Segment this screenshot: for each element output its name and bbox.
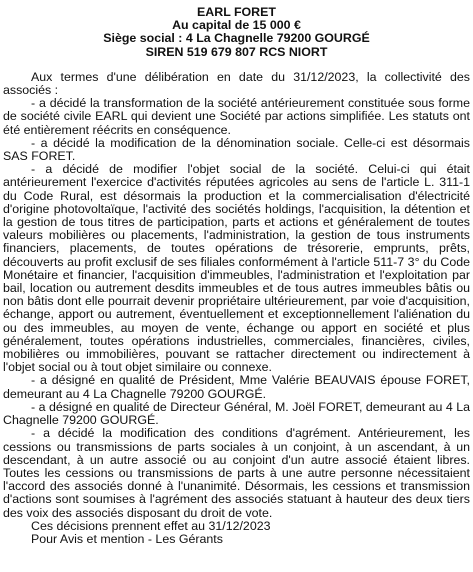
notice-closing (3, 520, 470, 546)
decision-corporate-purpose: - a décidé de modifier l'objet social de la société. Celui-ci qui était antérieurement l'exercice d'activités réputées agricoles au sens de l'article L. 311-1 du Code Rural, est désormais la production et la commercialisation d'électricité d'origine photovoltaïque, l'activité des sociétés holdings, l'acquisition, la détention et la gestion de tous titres de participation, parts et actions et généralement de toutes valeurs mobilières ou placements, l'administration, la gestion de tous instruments financiers, placements, de toutes opérations de trésorerie, emprunts, prêts, découverts au profit exclusif de ses filiales conformément à l'article 511-7 3° du Code Monétaire et financier, l'acquisition d'immeubles, l'administration et l'exploitation par bail, location ou autrement desdits immeubles et de tous autres immeubles bâtis ou non bâtis dont elle pourrait devenir propriétaire ultérieurement, par voie d'acquisition, échange, apport ou autrement, éventuellement et exceptionnellement l'aliénation du ou des immeubles, au moyen de vente, échange ou apport en société et plus généralement, toutes opérations industrielles, commerciales, financières, civiles, mobilières ou immobilières, pouvant se rattacher directement ou indirectement à l'objet social ou à tout objet similaire ou connexe. (3, 162, 470, 375)
share-capital: Au capital de 15 000 € (172, 18, 301, 33)
intro-paragraph: Aux termes d'une délibération en date du 31/12/2023, la collectivité des associés : (3, 69, 470, 98)
notice-body (3, 71, 470, 520)
decision-name-change: - a décidé la modification de la dénomination sociale. Celle-ci est désormais SAS FORET. (3, 135, 470, 164)
decision-managing-director: - a désigné en qualité de Directeur Général, M. Joël FORET, demeurant au 4 La Chagnelle 79200 GOURGÉ. (3, 399, 470, 428)
registered-office: Siège social : 4 La Chagnelle 79200 GOURGÉ (103, 31, 370, 46)
decision-transformation: - a décidé la transformation de la société antérieurement constituée sous forme de société civile EARL qui devient une Société par actions simplifiée. Les statuts ont été entièrement réécrits en conséquence. (3, 96, 470, 137)
decision-president: - a désigné en qualité de Président, Mme Valérie BEAUVAIS épouse FORET, demeurant au 4 La Chagnelle 79200 GOURGÉ. (3, 373, 470, 401)
company-name: EARL FORET (197, 5, 276, 19)
notice-header (3, 6, 470, 59)
siren-number: SIREN 519 679 807 RCS NIORT (145, 44, 328, 59)
effective-date: Ces décisions prennent effet au 31/12/2023 (31, 518, 271, 533)
decision-approval-conditions: - a décidé la modification des conditions d'agrément. Antérieurement, les cessions ou transmissions de parts sociales à un conjoint, à un ascendant, à un descendant, à un autre associé ou au conjoint d'un autre associé étaient libres. Toutes les cessions ou transmissions de parts à une autre personne nécessitaient l'accord des associés donné à l'unanimité. Désormais, les cessions et transmission d'actions sont soumises à l'agrément des associés statuant à hauteur des deux tiers des voix des associés disposant du droit de vote. (3, 426, 470, 520)
signature-line: Pour Avis et mention - Les Gérants (31, 531, 223, 546)
header-spacer (3, 59, 470, 71)
